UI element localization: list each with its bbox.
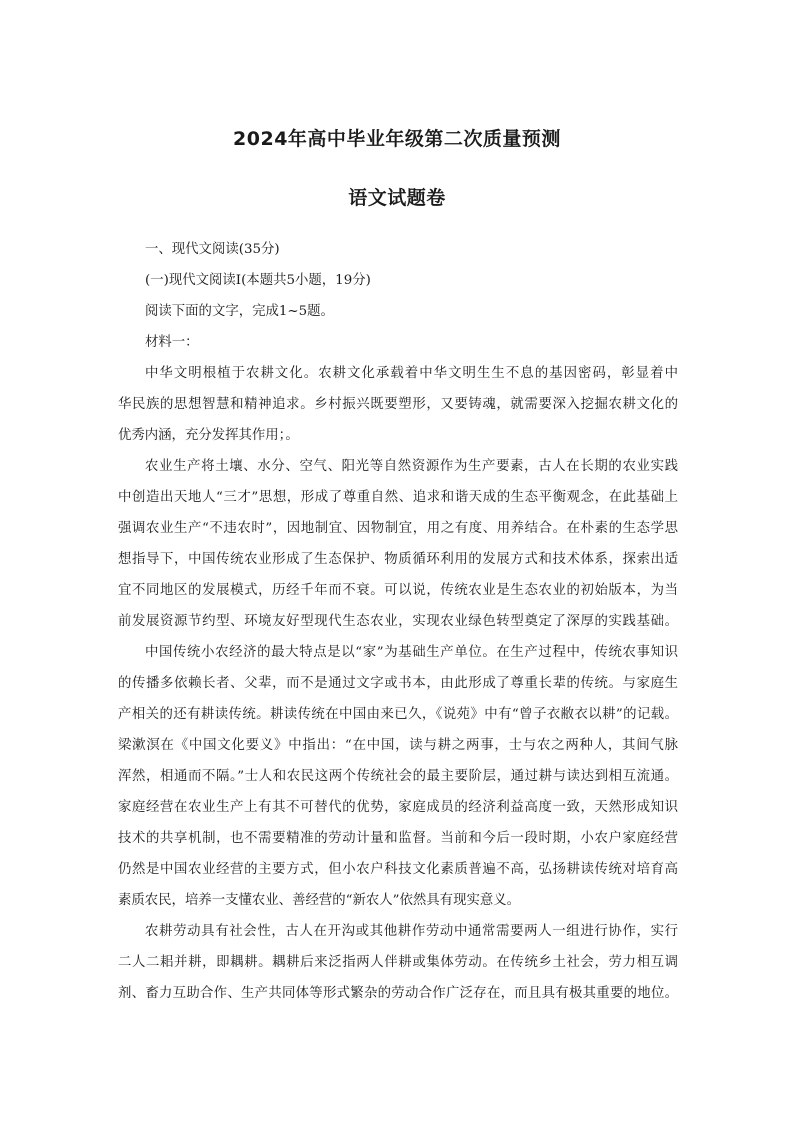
paragraph-1	[118, 358, 678, 451]
paragraph-line: 中创造出天地人“三才”思想，形成了尊重自然、追求和谐天成的生态平衡观念，在此基础上	[118, 490, 678, 505]
paragraph-3	[118, 637, 678, 916]
material-label: 材料一：	[145, 335, 199, 350]
document-body	[118, 234, 678, 1009]
exam-subtitle: 语文试题卷	[348, 187, 446, 209]
paragraph-line: 产相关的还有耕读传统。耕读传统在中国由来已久，《说苑》中有“曾子衣敝衣以耕”的记载。	[118, 707, 678, 722]
paragraph-line: 梁漱溟在《中国文化要义》中指出：“在中国，读与耕之两事，士与农之两种人，其间气脉	[118, 738, 678, 753]
paragraph-line: 强调农业生产“不违农时”，因地制宜、因物制宜，用之有度、用养结合。在朴素的生态学思	[118, 521, 678, 536]
paragraph-line: 中国传统小农经济的最大特点是以“家”为基础生产单位。在生产过程中，传统农事知识	[145, 645, 678, 660]
exam-title: 2024年高中毕业年级第二次质量预测	[233, 128, 561, 150]
paragraph-line: 前发展资源节约型、环境友好型现代生态农业，实现农业绿色转型奠定了深厚的实践基础。	[118, 614, 678, 629]
paragraph-line: 家庭经营在农业生产上有其不可替代的优势，家庭成员的经济利益高度一致，天然形成知识	[118, 800, 678, 815]
subsection-heading: (一)现代文阅读Ⅰ(本题共5小题，19分)	[145, 273, 371, 288]
paragraph-line: 华民族的思想智慧和精神追求。乡村振兴既要塑形，又要铸魂，就需要深入挖掘农耕文化的	[118, 397, 678, 412]
paragraph-line: 中华文明根植于农耕文化。农耕文化承载着中华文明生生不息的基因密码，彰显着中	[145, 366, 678, 381]
paragraph-line: 的传播多依赖长者、父辈，而不是通过文字或书本，由此形成了尊重长辈的传统。与家庭生	[118, 676, 678, 691]
paragraph-line: 仍然是中国农业经营的主要方式，但小农户科技文化素质普遍不高，弘扬耕读传统对培育高	[118, 862, 678, 877]
instruction-text: 阅读下面的文字，完成1~5题。	[145, 304, 334, 319]
paragraph-2	[118, 451, 678, 637]
paragraph-line: 优秀内涵，充分发挥其作用；。	[118, 428, 299, 443]
paragraph-line: 二人二耜并耕，即耦耕。耦耕后来泛指两人伴耕或集体劳动。在传统乡土社会，劳力相互调	[118, 955, 678, 970]
paragraph-line: 农业生产将土壤、水分、空气、阳光等自然资源作为生产要素，古人在长期的农业实践	[145, 459, 678, 474]
paragraph-line: 想指导下，中国传统农业形成了生态保护、物质循环利用的发展方式和技术体系，探索出适	[118, 552, 678, 567]
paragraph-4	[118, 916, 678, 1009]
paragraph-line: 技术的共享机制，也不需要精准的劳动计量和监督。当前和今后一段时期，小农户家庭经营	[118, 831, 678, 846]
paragraph-line: 剂、畜力互助合作、生产共同体等形式繁杂的劳动合作广泛存在，而且具有极其重要的地位。	[118, 986, 678, 1001]
paragraph-line: 宜不同地区的发展模式，历经千年而不衰。可以说，传统农业是生态农业的初始版本，为当	[118, 583, 678, 598]
section-heading: 一、现代文阅读(35分)	[145, 242, 280, 257]
paragraph-line: 农耕劳动具有社会性，古人在开沟或其他耕作劳动中通常需要两人一组进行协作，实行	[145, 924, 678, 939]
paragraph-line: 浑然，相通而不隔。”士人和农民这两个传统社会的最主要阶层，通过耕与读达到相互流通。	[118, 769, 678, 784]
paragraph-line: 素质农民，培养一支懂农业、善经营的“新农人”依然具有现实意义。	[118, 893, 521, 908]
